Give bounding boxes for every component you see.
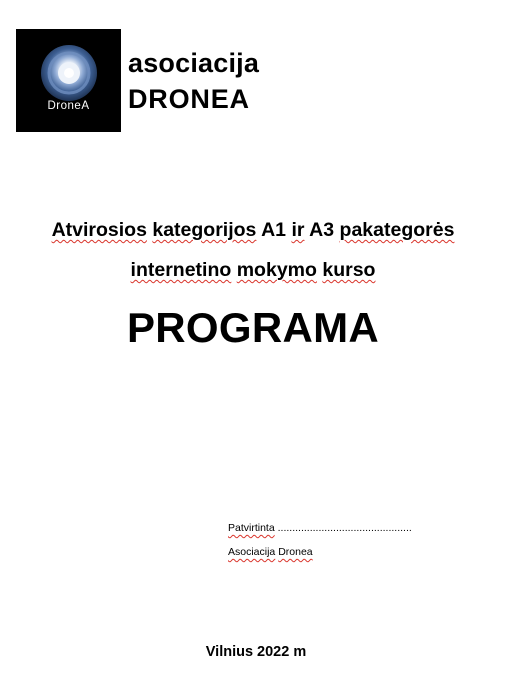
approval-label: Patvirtinta bbox=[228, 522, 275, 534]
document-title: PROGRAMA bbox=[126, 304, 380, 351]
subtitle-line2 bbox=[0, 258, 506, 282]
org-name-line2: DRONEA bbox=[128, 84, 250, 114]
approval-org-word: Asociacija bbox=[228, 546, 276, 558]
approval-line bbox=[228, 521, 412, 535]
subtitle-line1 bbox=[0, 218, 506, 242]
approval-org-word: Dronea bbox=[278, 546, 313, 558]
logo-wordmark: DroneA bbox=[47, 100, 90, 112]
lens-icon bbox=[16, 29, 121, 132]
place-year: Vilnius 2022 m bbox=[205, 644, 307, 660]
subtitle-word: mokymo bbox=[236, 259, 317, 281]
subtitle-word: pakategorės bbox=[339, 219, 455, 241]
org-name-line1: asociacija bbox=[128, 48, 260, 78]
subtitle-word: ir bbox=[291, 219, 305, 241]
subtitle-word: kurso bbox=[322, 259, 376, 281]
approval-org bbox=[228, 545, 313, 559]
org-name bbox=[128, 48, 259, 114]
subtitle-word: internetino bbox=[130, 259, 232, 281]
subtitle-word: kategorijos bbox=[152, 219, 257, 241]
subtitle-word: Atvirosios bbox=[51, 219, 147, 241]
signature-dots: .............................................. bbox=[274, 522, 412, 534]
subtitle-word: A1 bbox=[261, 219, 287, 241]
dronea-logo bbox=[16, 29, 121, 132]
subtitle-word: A3 bbox=[309, 219, 335, 241]
